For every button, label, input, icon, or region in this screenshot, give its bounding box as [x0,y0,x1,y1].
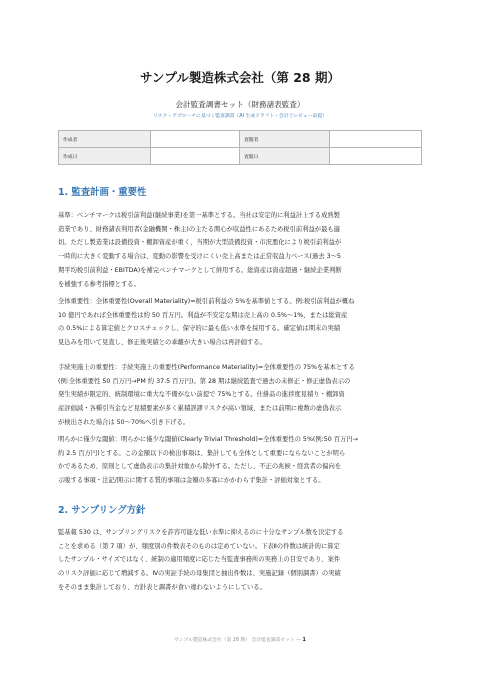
text-line: の 0.5%による算定値とクロスチェックし、保守的に最も低い水準を採用する。確定値は期末の実績 [58,325,341,333]
paragraph-trivial-threshold [58,433,426,488]
text-line: 手続実施上の重要性：手続実施上の重要性(Performance Materiality)=全体重要性の 75%を基本とする [58,364,355,371]
text-line: 明らかに僅少な閾値：明らかに僅少な閾値(Clearly Trivial Threshold)=全体重要性の 5%(例:50 百万円→ [58,436,358,443]
text-line: 発生実績が限定的、統制環境に重大な不備がない前提で 75%とする。仕掛品の進捗度見積り・棚卸資 [58,391,345,399]
footer-text: サンプル製造株式会社（第 28 期） 会計監査調書セット — [174,638,302,643]
text-line: 造業であり、財務諸表利用者(金融機関・株主)の主たる関心が収益性にあるため税引前利益が最も適 [58,225,340,233]
prepared-date-label: 作成日 [59,148,151,165]
text-line: 切。ただし製造業は設備投資・棚卸資産が重く、当期が大型設備投資・市況悪化により税引前利益が [58,239,342,247]
text-line: をそのまま集計しており、方針表と調書が食い違わないようにしている。 [58,583,266,591]
paragraph-benchmark [58,209,426,291]
signoff-table [58,130,422,165]
text-line: 期平均税引前利益・EBITDA)を補完ベンチマークとして併用する。総資産は資産超過・継続企業判断 [58,266,342,274]
page-number: 1 [302,638,306,643]
text-line: (例:全体重要性 50 百万円→PM 約 37.5 百万円)。第 28 期は継続監査で過去の未修正・修正虚偽表示の [58,377,351,385]
paragraph-overall-materiality [58,295,426,350]
text-line: 示唆する事項・注記/開示に関する質的事項は金額の多寡にかかわらず集計・評価対象とする。 [58,477,325,485]
text-line: かであるため、原則として虚偽表示の集計対象から除外する。ただし、不正の兆候・経営者の偏向を [58,463,342,471]
text-line: を補強する参考指標とする。 [58,280,140,288]
text-line: のリスク評価に応じて増減する。Ⅳの実証手続の母集団と抽出件数は、実施記録（個別調書）の実績 [58,570,341,578]
prepared-date-value [151,148,240,165]
paragraph-performance-materiality [58,361,426,430]
preparer-value [151,131,240,148]
paragraph-sampling [58,526,426,595]
text-line: が検出された場合は 50〜70%へ引き下げる。 [58,418,190,426]
text-line: 約 2.5 百万円)とする。この金額以下の検出事項は、集計しても全体として重要にならないことが明ら [58,449,346,457]
page-footer [0,636,480,643]
document-note: リスク・アプローチに基づく監査調書（AI 生成ドラフト・会計士レビュー前提） [152,114,328,119]
document-subtitle: 会計監査調書セット（財務諸表監査） [175,100,305,109]
reviewer-value [330,131,422,148]
text-line: 全体重要性：全体重要性(Overall Materiality)=税引前利益の 5%を基準値とする。例:税引前利益が概ね [58,298,355,305]
preparer-label: 作成者 [59,131,151,148]
text-line: 産評価減・各種引当金など見積要素が多く累積誤謬リスクが高い領域、または前期に複数の虚偽表示 [58,405,342,413]
text-line: 一時的に大きく変動する場合は、変動の影響を受けにくい売上高または正常収益力ベース(過去 3〜5 [58,253,341,261]
text-line: 見込みを用いて見直し、修正後実績との乖離が大きい場合は再評価する。 [58,339,266,347]
section-heading-sampling: 2. サンプリング方針 [58,505,146,516]
section-heading-planning: 1. 監査計画・重要性 [58,187,147,198]
text-line: 監基報 530 は、サンプリングリスクを許容可能な低い水準に抑えるのに十分なサンプル数を決定する [58,529,344,536]
reviewed-date-label: 査閲日 [240,148,330,165]
text-line: したサンプル・サイズではなく、統制の適用頻度に応じた当監査事務所の実務上の目安であり、案件 [58,556,341,564]
reviewer-label: 査閲者 [240,131,330,148]
table-row [59,148,422,165]
table-row [59,131,422,148]
text-line: 10 億円であれば全体重要性は約 50 百万円。利益が不安定な期は売上高の 0.5%〜1%、または総資産 [58,311,348,319]
document-title: サンプル製造株式会社（第 28 期） [140,70,340,85]
reviewed-date-value [330,148,422,165]
text-line: 基準：ベンチマークは税引前利益(継続事業)を第一基準とする。当社は安定的に利益計上する成熟製 [58,212,340,219]
text-line: ことを求める（第 7 項）が、頻度別の件数表そのものは定めていない。下表Ⅱの件数は統計的に算定 [58,542,340,550]
